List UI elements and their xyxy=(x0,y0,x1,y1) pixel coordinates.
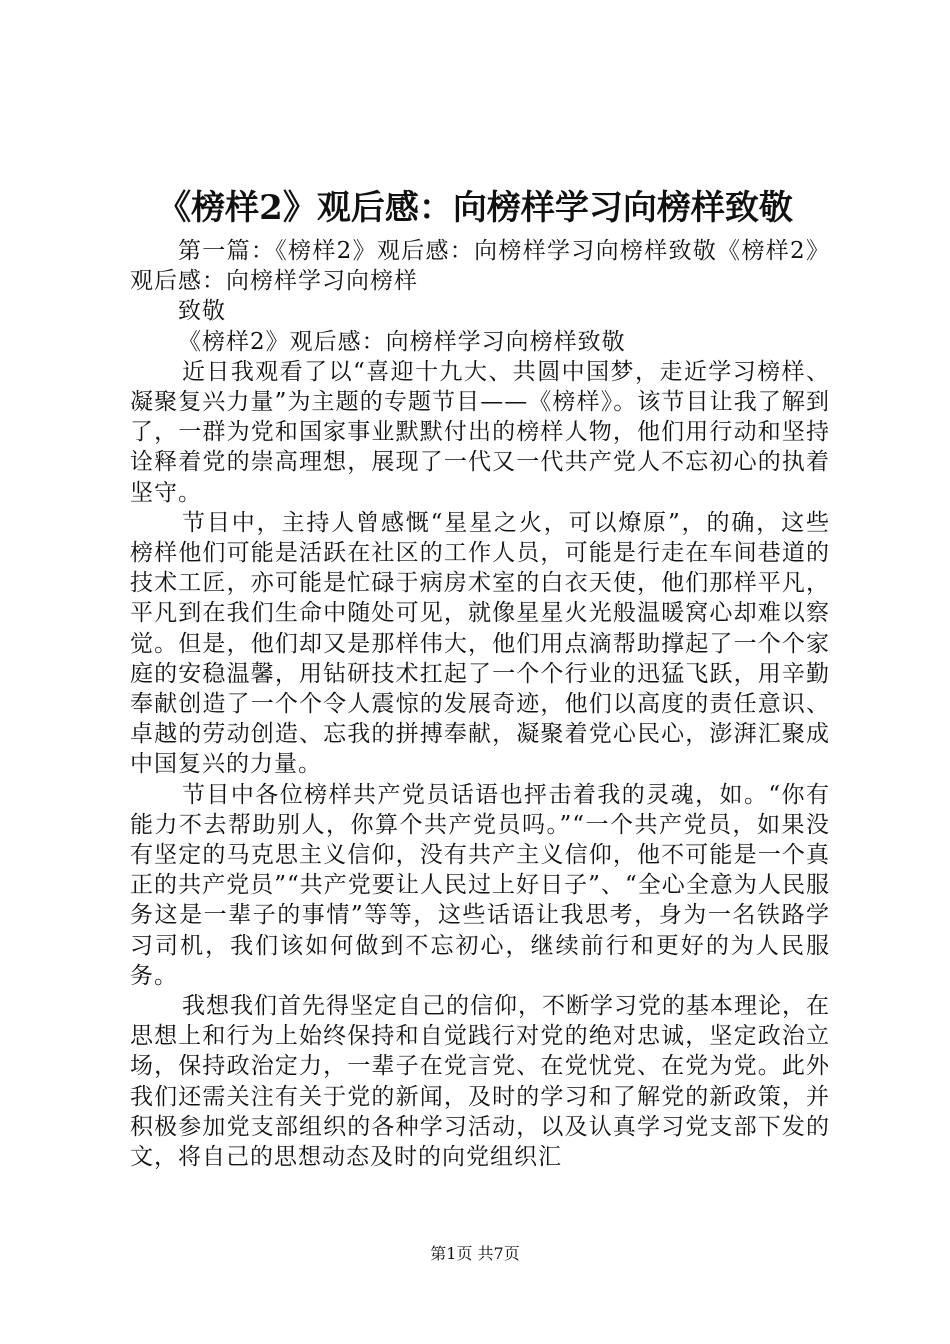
paragraph-2: 致敬 xyxy=(178,298,226,325)
paragraph-4: 近日我观看了以“喜迎十九大、共圆中国梦，走近学习榜样、凝聚复兴力量”为主题的专题节目——《榜样》。该节目让我了解到了，一群为党和国家事业默默付出的榜样人物，他们用行动和坚持诠释着党的崇高理想，展现了一代又一代共产党人不忘初心的执着坚守。 xyxy=(130,358,830,506)
paragraph-3: 《榜样2》观后感：向榜样学习向榜样致敬 xyxy=(178,328,626,355)
paragraph-6: 节目中各位榜样共产党员话语也抨击着我的灵魂，如。“你有能力不去帮助别人，你算个共产党员吗。”“一个共产党员，如果没有坚定的马克思主义信仰，没有共产主义信仰，他不可能是一个真正的共产党员”“共产党要让人民过上好日子”、“全心全意为人民服务这是一辈子的事情”等等，这些话语让我思考，身为一名铁路学习司机，我们该如何做到不忘初心，继续前行和更好的为人民服务。 xyxy=(130,781,830,989)
document-body xyxy=(130,236,830,1172)
paragraph-5: 节目中，主持人曾感慨“星星之火，可以燎原”，的确，这些榜样他们可能是活跃在社区的工作人员，可能是行走在车间巷道的技术工匠，亦可能是忙碌于病房术室的白衣天使，他们那样平凡，平凡到在我们生命中随处可见，就像星星火光般温暖窝心却难以察觉。但是，他们却又是那样伟大，他们用点滴帮助撑起了一个个家庭的安稳温馨，用钻研技术扛起了一个个行业的迅猛飞跃，用辛勤奉献创造了一个个令人震惊的发展奇迹，他们以高度的责任意识、卓越的劳动创造、忘我的拼搏奉献，凝聚着党心民心，澎湃汇聚成中国复兴的力量。 xyxy=(130,509,830,778)
page-number-footer: 第1页 共7页 xyxy=(430,1244,520,1263)
paragraph-7: 我想我们首先得坚定自己的信仰，不断学习党的基本理论，在思想上和行为上始终保持和自觉践行对党的绝对忠诚，坚定政治立场，保持政治定力，一辈子在党言党、在党忧党、在党为党。此外我们还需关注有关于党的新闻，及时的学习和了解党的新政策，并积极参加党支部组织的各种学习活动，以及认真学习党支部下发的文，将自己的思想动态及时的向党组织汇 xyxy=(130,993,830,1171)
document-title: 《榜样2》观后感：向榜样学习向榜样致敬 xyxy=(157,188,793,228)
paragraph-1: 第一篇：《榜样2》观后感：向榜样学习向榜样致敬《榜样2》观后感：向榜样学习向榜样 xyxy=(130,238,830,295)
